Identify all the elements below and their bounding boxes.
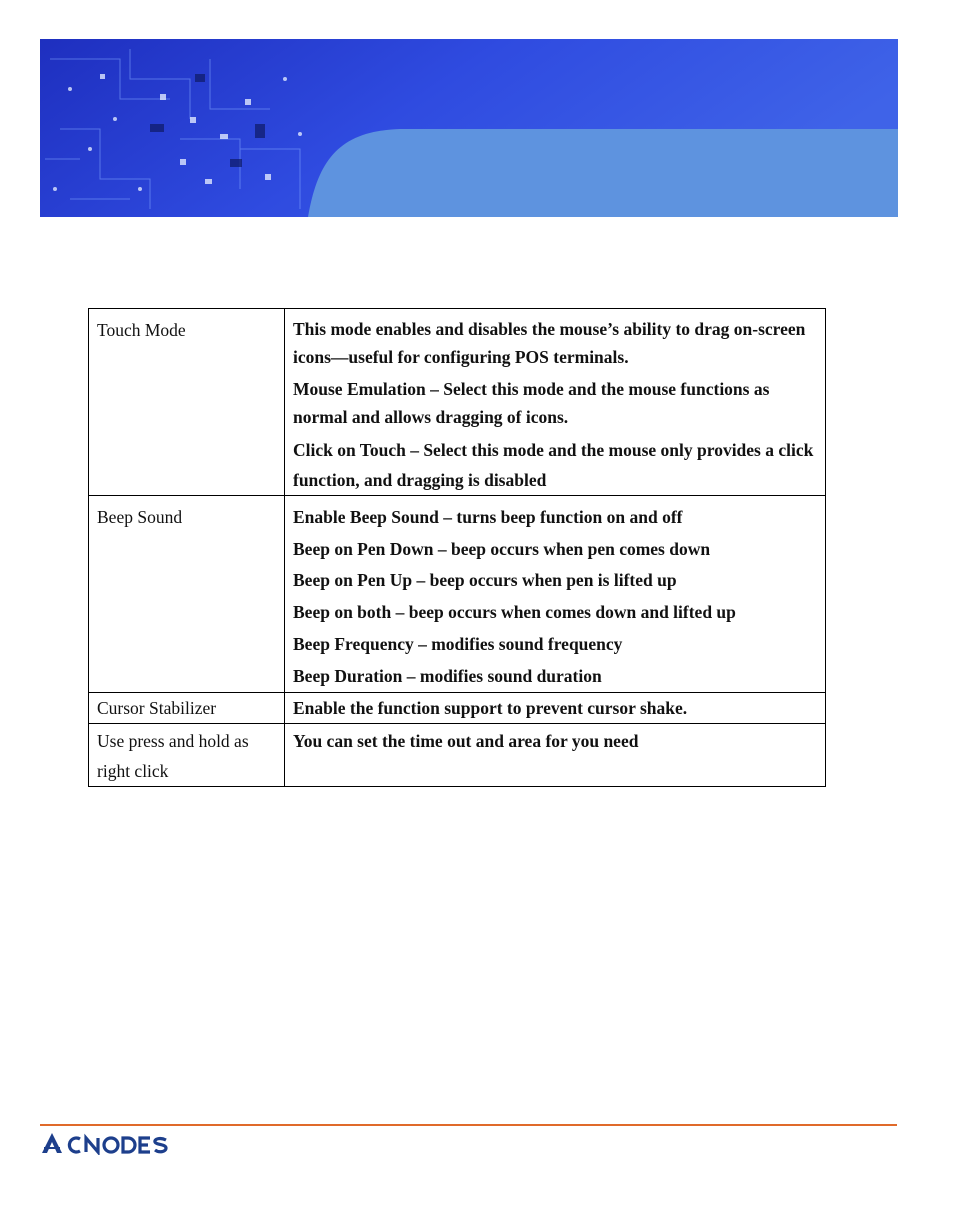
setting-name-cell: [89, 496, 285, 693]
setting-description-cell: [285, 309, 826, 496]
setting-name-cell: [89, 309, 285, 496]
description-line: Beep on both – beep occurs when comes down and lifted up: [293, 602, 736, 623]
description-line: Beep on Pen Down – beep occurs when pen comes down: [293, 538, 711, 559]
acnodes-logo: [40, 1131, 200, 1155]
description-line: Click on Touch – Select this mode and the mouse only provides a click function, and dragging is disabled: [293, 440, 814, 490]
description-line: This mode enables and disables the mouse’s ability to drag on-screen icons—useful for configuring POS terminals.: [293, 319, 806, 367]
table-row: [89, 724, 826, 787]
description-line: Beep Duration – modifies sound duration: [293, 665, 602, 686]
circuit-board-graphic: [40, 39, 898, 217]
table-row: [89, 693, 826, 724]
setting-description-cell: [285, 496, 826, 693]
setting-name: Cursor Stabilizer: [97, 698, 217, 719]
setting-name: Beep Sound: [97, 507, 183, 527]
setting-description-cell: [285, 693, 826, 724]
setting-description-cell: [285, 724, 826, 787]
header-banner: [40, 39, 898, 217]
description-line: Beep Frequency – modifies sound frequency: [293, 633, 623, 654]
setting-name-cell: [89, 724, 285, 787]
description-line: Mouse Emulation – Select this mode and the mouse functions as normal and allows dragging of icons.: [293, 379, 770, 427]
settings-table: [88, 308, 826, 787]
setting-name-cell: [89, 693, 285, 724]
description-line: Beep on Pen Up – beep occurs when pen is lifted up: [293, 570, 677, 591]
footer-divider: [40, 1124, 897, 1126]
description-line: Enable Beep Sound – turns beep function on and off: [293, 507, 683, 527]
table-row: [89, 309, 826, 496]
description-line: Enable the function support to prevent cursor shake.: [293, 698, 688, 719]
setting-name: Use press and hold as right click: [97, 731, 249, 782]
setting-name: Touch Mode: [97, 320, 186, 340]
description-line: You can set the time out and area for you need: [293, 731, 639, 752]
table-row: [89, 496, 826, 693]
